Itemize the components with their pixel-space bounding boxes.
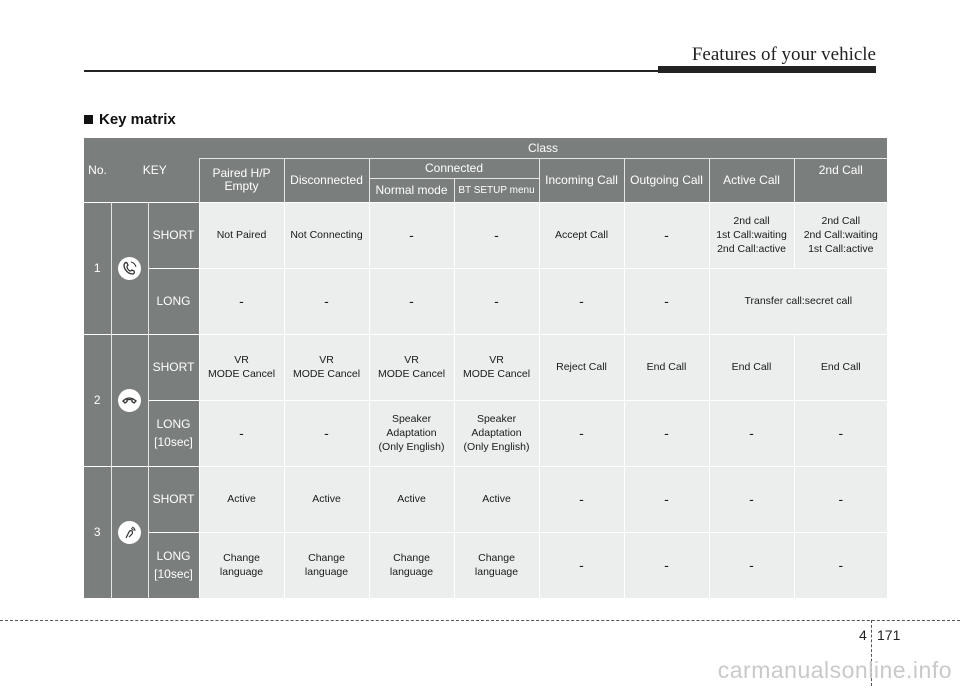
table-row (84, 466, 887, 532)
table-row (84, 334, 887, 400)
table-row (84, 400, 887, 466)
section-title-text: Key matrix (99, 111, 176, 128)
col-paired: Paired H/P Empty (199, 158, 284, 202)
table-cell: - (624, 532, 709, 598)
table-cell: - (794, 532, 887, 598)
phone-end-icon (118, 389, 141, 412)
table-cell: - (794, 466, 887, 532)
col-second-call: 2nd Call (794, 158, 887, 202)
header-no: No. (84, 138, 111, 202)
table-cell: Change language (454, 532, 539, 598)
table-cell: - (284, 400, 369, 466)
section-title (84, 111, 176, 128)
table-cell: VR MODE Cancel (284, 334, 369, 400)
table-cell: Not Connecting (284, 202, 369, 268)
square-bullet-icon (84, 115, 93, 124)
table-cell: - (199, 268, 284, 334)
table-cell: End Call (624, 334, 709, 400)
key-icon-cell (111, 466, 148, 598)
table-cell: - (709, 400, 794, 466)
table-cell: - (709, 466, 794, 532)
table-cell: Speaker Adaptation (Only English) (454, 400, 539, 466)
table-row (84, 268, 887, 334)
table-cell: Active (199, 466, 284, 532)
table-cell: VR MODE Cancel (369, 334, 454, 400)
col-active: Active Call (709, 158, 794, 202)
table-cell: Not Paired (199, 202, 284, 268)
table-cell: End Call (794, 334, 887, 400)
table-cell: VR MODE Cancel (199, 334, 284, 400)
footer-rule (0, 620, 960, 621)
table-cell: - (539, 532, 624, 598)
table-cell: Change language (284, 532, 369, 598)
table-cell: Speaker Adaptation (Only English) (369, 400, 454, 466)
col-incoming: Incoming Call (539, 158, 624, 202)
table-cell: - (454, 202, 539, 268)
col-bt-setup: BT SETUP menu (454, 178, 539, 202)
table-cell: Active (454, 466, 539, 532)
table-cell: - (369, 202, 454, 268)
table-cell: Active (284, 466, 369, 532)
group-number: 3 (84, 466, 111, 598)
press-type: LONG [10sec] (148, 400, 199, 466)
table-cell: Change language (369, 532, 454, 598)
table-cell: Accept Call (539, 202, 624, 268)
table-cell: - (624, 466, 709, 532)
group-number: 2 (84, 334, 111, 466)
table-cell: - (794, 400, 887, 466)
table-cell: - (199, 400, 284, 466)
table-cell: VR MODE Cancel (454, 334, 539, 400)
table-cell: - (539, 400, 624, 466)
header-class: Class (199, 138, 887, 158)
header-key: KEY (111, 138, 199, 202)
key-matrix-table (84, 138, 887, 598)
table-cell: 2nd call 1st Call:waiting 2nd Call:active (709, 202, 794, 268)
press-type: LONG [10sec] (148, 532, 199, 598)
chapter-number: 4 (859, 627, 867, 643)
table-cell: - (709, 532, 794, 598)
watermark-text: carmanualsonline.info (717, 657, 952, 683)
col-outgoing: Outgoing Call (624, 158, 709, 202)
voice-recognition-icon (118, 521, 141, 544)
table-cell: Active (369, 466, 454, 532)
table-cell: - (624, 202, 709, 268)
table-cell: - (624, 268, 709, 334)
page-header-title: Features of your vehicle (691, 44, 876, 65)
page-number: 171 (877, 627, 901, 643)
press-type: SHORT (148, 334, 199, 400)
press-type: SHORT (148, 466, 199, 532)
header-rule (84, 70, 876, 72)
table-cell: - (284, 268, 369, 334)
table-cell: End Call (709, 334, 794, 400)
table-cell: - (369, 268, 454, 334)
col-normal-mode: Normal mode (369, 178, 454, 202)
group-number: 1 (84, 202, 111, 334)
table-cell: - (539, 268, 624, 334)
table-cell: Transfer call:secret call (709, 268, 887, 334)
table-cell: Change language (199, 532, 284, 598)
press-type: SHORT (148, 202, 199, 268)
table-row (84, 532, 887, 598)
table-cell: - (539, 466, 624, 532)
table-cell: - (454, 268, 539, 334)
key-icon-cell (111, 334, 148, 466)
key-icon-cell (111, 202, 148, 334)
table-row (84, 202, 887, 268)
table-cell: - (624, 400, 709, 466)
table-cell: 2nd Call 2nd Call:waiting 1st Call:active (794, 202, 887, 268)
col-connected: Connected (369, 158, 539, 178)
table-cell: Reject Call (539, 334, 624, 400)
press-type: LONG (148, 268, 199, 334)
col-disconnected: Disconnected (284, 158, 369, 202)
phone-call-icon (118, 257, 141, 280)
